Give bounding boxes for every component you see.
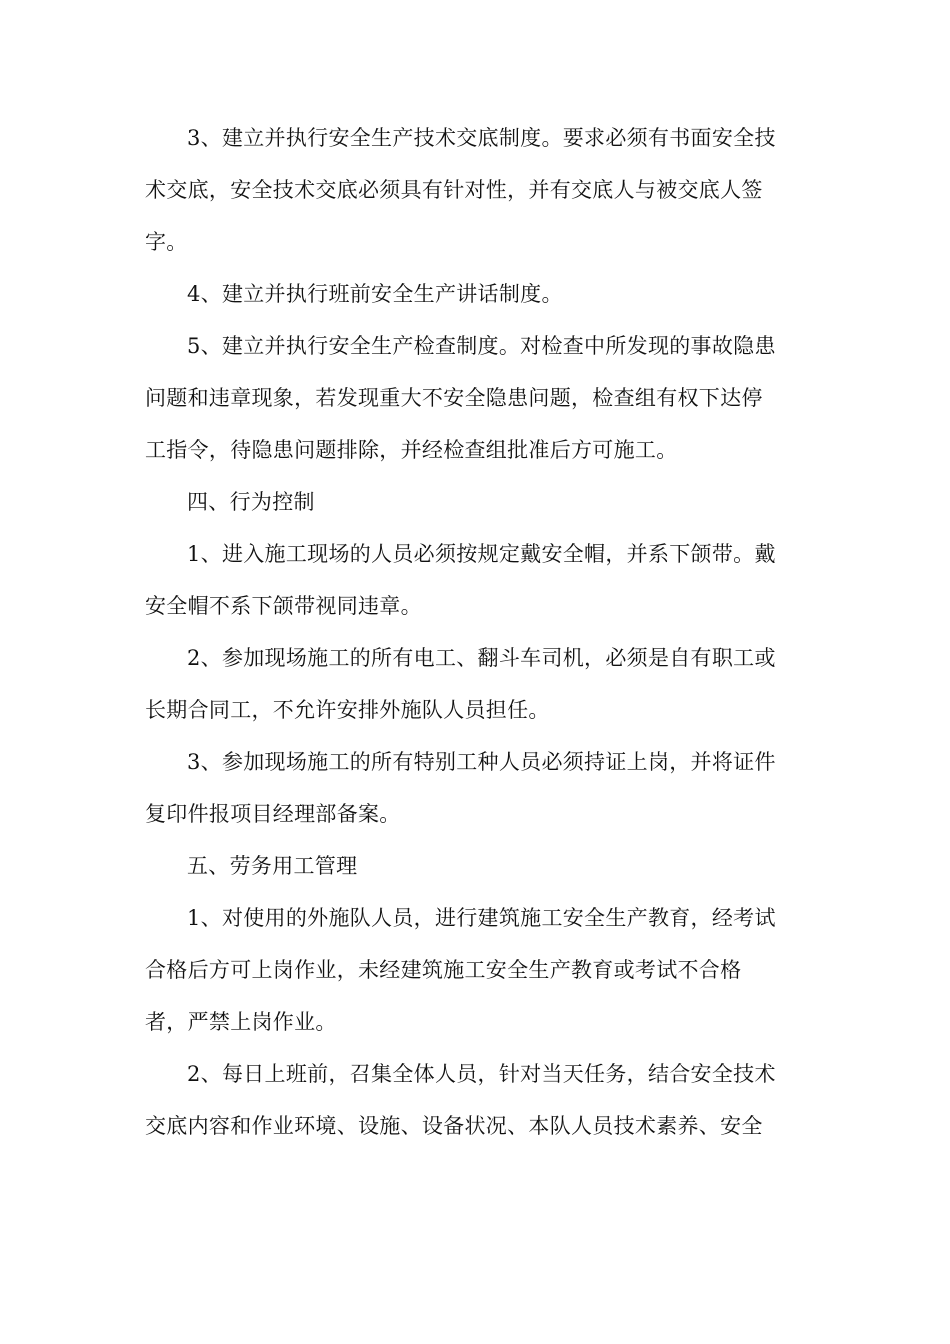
text-line: 2、参加现场施工的所有电工、翻斗车司机，必须是自有职工或 [187,646,776,670]
text-line: 3、参加现场施工的所有特别工种人员必须持证上岗，并将证件 [187,750,776,774]
text-line: 安全帽不系下颌带视同违章。 [145,594,422,618]
text-line: 1、对使用的外施队人员，进行建筑施工安全生产教育，经考试 [187,906,776,930]
text-line: 2、每日上班前，召集全体人员，针对当天任务，结合安全技术 [187,1062,776,1086]
text-line: 3、建立并执行安全生产技术交底制度。要求必须有书面安全技 [187,126,776,150]
document-body [145,112,805,1152]
text-line: 工指令，待隐患问题排除，并经检查组批准后方可施工。 [145,438,678,462]
text-line: 合格后方可上岗作业，未经建筑施工安全生产教育或考试不合格 [145,958,742,982]
text-line: 长期合同工，不允许安排外施队人员担任。 [145,698,550,722]
text-line: 复印件报项目经理部备案。 [145,802,401,826]
text-line: 问题和违章现象，若发现重大不安全隐患问题，检查组有权下达停 [145,386,763,410]
text-line: 者，严禁上岗作业。 [145,1010,337,1034]
text-line: 四、行为控制 [187,490,315,514]
text-line: 五、劳务用工管理 [187,854,358,878]
text-line: 1、进入施工现场的人员必须按规定戴安全帽，并系下颌带。戴 [187,542,776,566]
text-line: 交底内容和作业环境、设施、设备状况、本队人员技术素养、安全 [145,1114,763,1138]
text-line: 字。 [145,230,188,254]
text-line: 5、建立并执行安全生产检查制度。对检查中所发现的事故隐患 [187,334,776,358]
text-line: 4、建立并执行班前安全生产讲话制度。 [187,282,563,306]
text-line: 术交底，安全技术交底必须具有针对性，并有交底人与被交底人签 [145,178,763,202]
